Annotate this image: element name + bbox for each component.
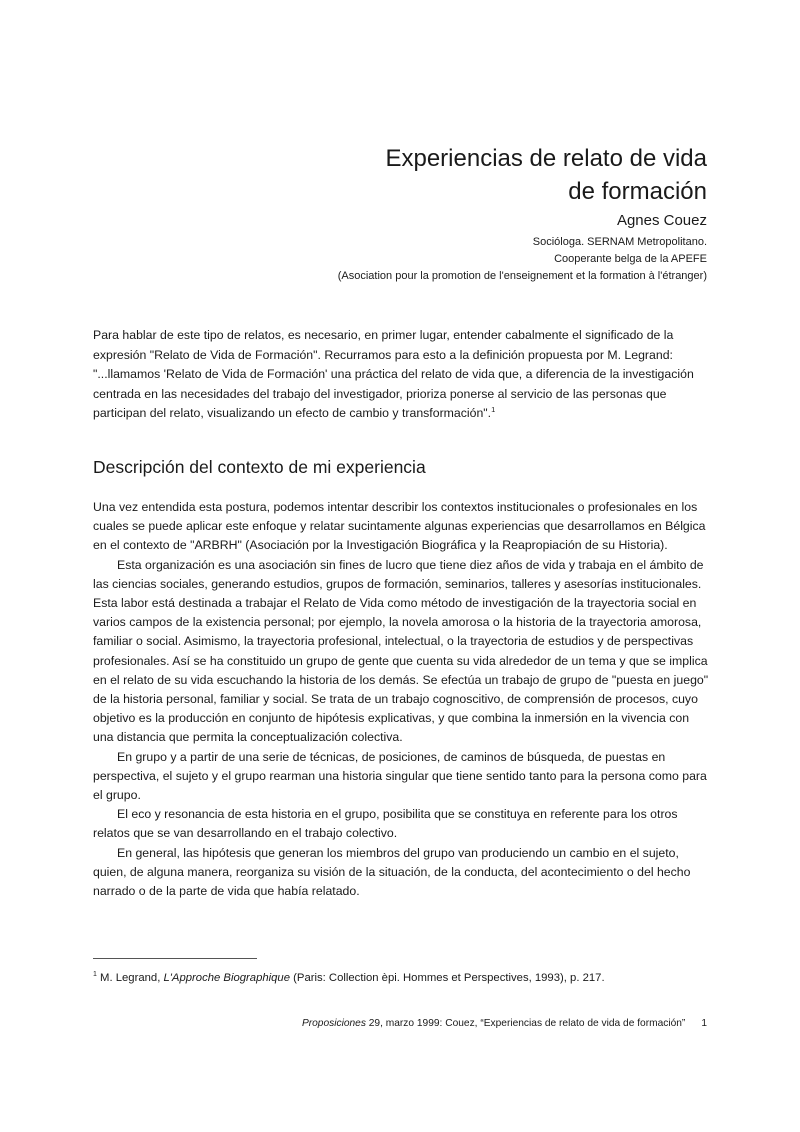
- body-paragraph: En grupo y a partir de una serie de técnicas, de posiciones, de caminos de búsqueda, de puestas en perspectiva, el sujeto y el grupo rearman una historia singular que tiene sentido tanto para la persona como para el grupo.: [93, 749, 707, 803]
- section-heading: Descripción del contexto de mi experiencia: [93, 457, 426, 477]
- page-footer: [302, 1017, 707, 1031]
- footnote-divider: [93, 958, 257, 959]
- footnote-number: 1: [93, 971, 97, 979]
- intro-paragraph: [93, 326, 709, 424]
- footnote-text-before: M. Legrand,: [100, 972, 164, 984]
- article-title: [385, 142, 707, 208]
- footnote-book-title: L'Approche Biographique: [163, 972, 291, 984]
- affiliation-line: (Asociation pour la promotion de l'enseignement et la formation à l'étranger): [337, 270, 707, 282]
- footnote: [93, 970, 709, 986]
- body-paragraph: El eco y resonancia de esta historia en el grupo, posibilita que se constituya en referente para los otros relatos que se van desarrollando en el trabajo colectivo.: [93, 807, 678, 841]
- title-line-1: Experiencias de relato de vida: [385, 145, 707, 172]
- body-paragraph: Esta organización es una asociación sin fines de lucro que tiene diez años de vida y trabaja en el ámbito de las ciencias sociales, generando estudios, grupos de formación, seminarios, talleres y asesorías institucionales. Esta labor está destinada a trabajar el Relato de Vida como método de investigación de la trayectoria social en varios campos de la existencia personal; por ejemplo, la novela amorosa o la historia de la trayectoria amorosa, familiar o social. Asimismo, la trayectoria profesional, intelectual, o la trayectoria de estudios y de perspectivas profesionales. Así se ha constituido un grupo de gente que cuenta su vida alrededor de un tema y que se implica en el relato de su vida escuchando la historia de los demás. Se efectúa un trabajo de grupo de "puesta en juego" de la historia personal, familiar y social. Se trata de un trabajo cognoscitivo, de comprensión de procesos, cuyo objetivo es la producción en conjunto de hipótesis explicativas, y que combina la inmersión en la vivencia con una distancia que permita la conceptualización colectiva.: [93, 557, 709, 745]
- footnote-text-after: (Paris: Collection èpi. Hommes et Perspectives, 1993), p. 217.: [290, 972, 605, 984]
- footer-journal: Proposiciones: [301, 1018, 366, 1029]
- intro-text: Para hablar de este tipo de relatos, es necesario, en primer lugar, entender cabalmente el significado de la expresión "Relato de Vida de Formación". Recurramos para esto a la definición propuesta por M. Legrand: "...llamamos 'Relato de Vida de Formación' una práctica del relato de vida que, a diferencia de la investigación centrada en las necesidades del trabajo del investigador, prioriza ponerse al servicio de las personas que participan del relato, visualizando un efecto de cambio y transformación".: [93, 328, 694, 420]
- author-name: Agnes Couez: [616, 212, 707, 229]
- page-number: 1: [701, 1018, 707, 1029]
- body-paragraph: Una vez entendida esta postura, podemos intentar describir los contextos institucionales o profesionales en los cuales se puede aplicar este enfoque y relatar sucintamente algunas experiencias que desarrollamos en Bélgica en el contexto de "ARBRH" (Asociación por la Investigación Biográfica y la Reapropiación de su Historia).: [93, 500, 706, 553]
- section-body: [93, 498, 709, 901]
- body-paragraph: En general, las hipótesis que generan los miembros del grupo van produciendo un cambio en el sujeto, quien, de alguna manera, reorganiza su visión de la situación, de la conducta, del acontecimiento o del hecho narrado o de la parte de vida que había relatado.: [93, 845, 691, 899]
- title-line-2: de formación: [568, 178, 707, 205]
- footer-citation: 29, marzo 1999: Couez, “Experiencias de relato de vida de formación”: [365, 1018, 686, 1029]
- affiliation-line: Cooperante belga de la APEFE: [554, 253, 707, 265]
- affiliation-line: Socióloga. SERNAM Metropolitano.: [532, 236, 707, 248]
- footnote-reference[interactable]: 1: [491, 404, 496, 414]
- author-affiliation: [338, 234, 707, 285]
